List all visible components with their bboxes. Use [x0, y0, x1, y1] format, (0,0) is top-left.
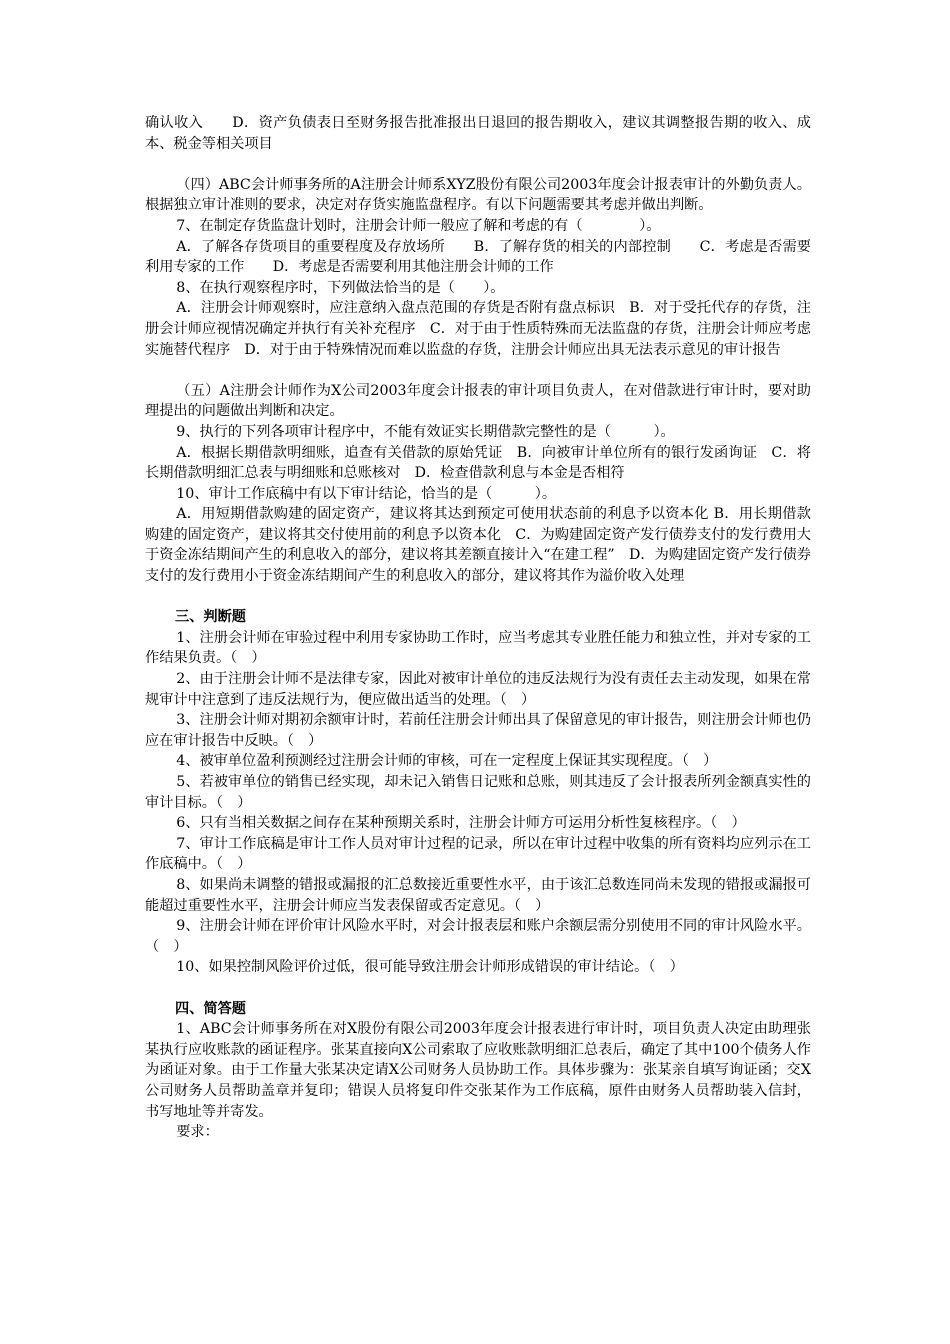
- paragraph: 1、注册会计师在审验过程中利用专家协助工作时，应当考虑其专业胜任能力和独立性，并对专家的工作结果负责。（ ）: [145, 629, 811, 667]
- paragraph-gap: [145, 587, 811, 608]
- paragraph: 10、审计工作底稿中有以下审计结论，恰当的是（ ）。: [176, 485, 557, 502]
- paragraph: 要求：: [176, 1124, 219, 1141]
- section-heading: 三、判断题: [175, 609, 246, 626]
- paragraph: 9、注册会计师在评价审计风险水平时，对会计报表层和账户余额层需分别使用不同的审计风险水平。（ ）: [145, 918, 811, 955]
- paragraph: A．了解各存货项目的重要程度及存放场所 B．了解存货的相关的内部控制 C．考虑是否需要利用专家的工作 D．考虑是否需要利用其他注册会计师的工作: [145, 238, 811, 276]
- paragraph-gap: [145, 360, 811, 381]
- paragraph: 6、只有当相关数据之间存在某种预期关系时，注册会计师方可运用分析性复核程序。（ ）: [176, 815, 746, 832]
- paragraph: 5、若被审单位的销售已经实现，却未记入销售日记账和总账，则其违反了会计报表所列金额真实性的审计目标。（ ）: [145, 774, 811, 811]
- paragraph: A．根据长期借款明细账，追查有关借款的原始凭证 B．向被审计单位所有的银行发函询证 C．将长期借款明细汇总表与明细账和总账核对 D．检查借款利息与本金是否相符: [145, 444, 811, 482]
- paragraph: A．用短期借款购建的固定资产，建议将其达到预定可使用状态前的利息予以资本化 B．用长期借款购建的固定资产，建议将其交付使用前的利息予以资本化 C．为购建固定资产发行债券支付的发行费用大于资金冻结期间产生的利息收入的部分，建议将其差额直接计入“在建工程” D．为购建固定资产发行债券支付的发行费用小于资金冻结期间产生的利息收入的部分，建议将其作为溢价收入处理: [145, 506, 811, 585]
- paragraph: （四）ABC会计师事务所的A注册会计师系XYZ股份有限公司2003年度会计报表审计的外勤负责人。根据独立审计准则的要求，决定对存货实施监盘程序。有以下问题需要其考虑并做出判断。: [145, 176, 811, 214]
- paragraph: （五）A注册会计师作为X公司2003年度会计报表的审计项目负责人，在对借款进行审计时，要对助理提出的问题做出判断和决定。: [145, 382, 811, 420]
- paragraph: 8、如果尚未调整的错报或漏报的汇总数接近重要性水平，由于该汇总数连同尚未发现的错报或漏报可能超过重要性水平，注册会计师应当发表保留或否定意见。（ ）: [145, 876, 811, 914]
- paragraph: 10、如果控制风险评价过低，很可能导致注册会计师形成错误的审计结论。（ ）: [176, 959, 684, 976]
- section-heading: 四、简答题: [175, 1000, 246, 1017]
- paragraph: 9、执行的下列各项审计程序中，不能有效证实长期借款完整性的是（ ）。: [176, 423, 675, 440]
- document-page: [145, 113, 811, 1143]
- paragraph: 7、在制定存货监盘计划时，注册会计师一般应了解和考虑的有（ ）。: [176, 217, 661, 234]
- paragraph: 确认收入 D．资产负债表日至财务报告批准报出日退回的报告期收入，建议其调整报告期的收入、成本、税金等相关项目: [145, 115, 811, 152]
- paragraph: 3、注册会计师对期初余额审计时，若前任注册会计师出具了保留意见的审计报告，则注册会计师也仍应在审计报告中反映。（ ）: [145, 712, 811, 749]
- paragraph: 7、审计工作底稿是审计工作人员对审计过程的记录，所以在审计过程中收集的所有资料均应列示在工作底稿中。（ ）: [145, 835, 811, 873]
- paragraph-gap: [145, 978, 811, 999]
- paragraph-gap: [145, 154, 811, 175]
- paragraph: A．注册会计师观察时，应注意纳入盘点范围的存货是否附有盘点标识 B．对于受托代存的存货，注册会计师应视情况确定并执行有关补充程序 C．对于由于性质特殊而无法监盘的存货，注册会计师应考虑实施替代程序 D．对于由于特殊情况而难以监盘的存货，注册会计师应出具无法表示意见的审计报告: [145, 300, 811, 358]
- paragraph: 8、在执行观察程序时，下列做法恰当的是（ ）。: [176, 279, 505, 296]
- paragraph: 4、被审单位盈利预测经过注册会计师的审核，可在一定程度上保证其实现程度。（ ）: [176, 753, 718, 770]
- paragraph: 2、由于注册会计师不是法律专家，因此对被审计单位的违反法规行为没有责任去主动发现，如果在常规审计中注意到了违反法规行为，便应做出适当的处理。（ ）: [145, 671, 811, 708]
- paragraph: 1、ABC会计师事务所在对X股份有限公司2003年度会计报表进行审计时，项目负责人决定由助理张某执行应收账款的函证程序。张某直接向X公司索取了应收账款明细汇总表后，确定了其中100个债务人作为函证对象。由于工作量大张某决定请X公司财务人员协助工作。具体步骤为：张某亲自填写询证函；交X公司财务人员帮助盖章并复印；错误人员将复印件交张某作为工作底稿，原件由财务人员帮助装入信封，书写地址等并寄发。: [145, 1021, 811, 1120]
